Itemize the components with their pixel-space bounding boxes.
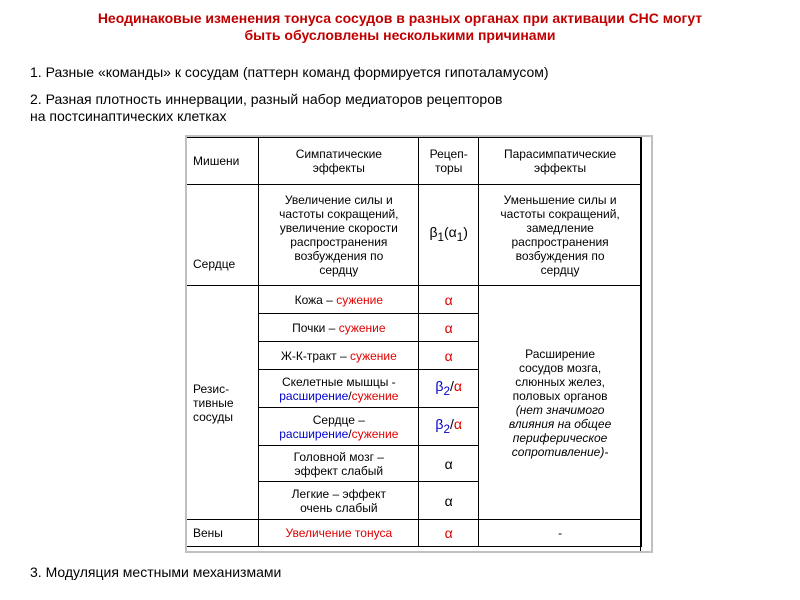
veins-effect: Увеличение тонуса [259,520,419,547]
header-receptors-line-2: торы [435,161,463,175]
heart-para-line: возбуждения по [515,249,605,263]
resistive-para-note-line: периферическое [512,430,608,445]
receptor-beta: β [435,377,444,394]
muscle-receptor [419,370,479,408]
heart-row [187,185,642,286]
receptor-slash: / [449,377,454,394]
header-parasympathetic-line-2: эффекты [534,161,587,175]
gi-organ: Ж-К-тракт – [280,348,350,363]
header-sympathetic [259,138,419,185]
heart-para-line: сердцу [540,263,580,277]
brain-line-1: Головной мозг – [293,449,384,464]
skin-receptor: α [419,286,479,314]
heart-symp-line: распространения [290,235,388,249]
title-line-1: Неодинаковые изменения тонуса сосудов в разных органах при активации СНС могут [97,10,703,26]
header-sympathetic-line-1: Симпатические [295,147,382,161]
coronary-slash: / [348,426,352,441]
receptor-alpha: α [453,415,462,432]
resistive-para-line: Расширение [525,346,596,361]
veins-target: Вены [187,520,259,547]
veins-row [187,520,642,547]
muscle-dilation: расширение [279,388,349,403]
coronary-organ: Сердце – [312,412,365,427]
point-2-line-1: 2. Разная плотность иннервации, разный набор медиаторов рецепторов [30,91,503,107]
resistive-para-line: половых органов [512,388,608,403]
header-receptors [419,138,479,185]
lungs-line-1: Легкие – эффект [291,486,386,501]
heart-para-line: Уменьшение силы и [503,193,617,207]
coronary-effect [259,408,419,446]
muscle-organ: Скелетные мышцы - [281,374,396,389]
gi-constriction: сужение [349,348,397,363]
coronary-dilation: расширение [279,426,349,441]
kidney-receptor: α [419,314,479,342]
resistive-parasympathetic [479,286,642,520]
heart-para-line: распространения [511,235,609,249]
resistive-skin-row [187,286,642,314]
effects-table [185,135,653,553]
lungs-receptor: α [419,482,479,520]
lungs-line-2: очень слабый [300,500,378,515]
brain-effect [259,446,419,482]
heart-sympathetic [259,185,419,286]
receptor-alpha: (α [444,224,457,241]
coronary-constriction: сужение [351,426,399,441]
point-2 [30,91,502,125]
heart-symp-line: увеличение скорости [279,221,398,235]
gi-receptor: α [419,342,479,370]
heart-symp-line: Увеличение силы и [284,193,393,207]
title-line-2: быть обусловлены несколькими причинами [244,27,556,43]
muscle-effect [259,370,419,408]
resistive-target [187,286,259,520]
header-receptors-line-1: Рецеп- [429,147,468,161]
resistive-target-line-2: тивные [193,395,234,410]
header-sympathetic-line-2: эффекты [312,161,365,175]
heart-receptor [419,185,479,286]
resistive-para-note-line: (нет значимого [515,402,605,417]
kidney-organ: Почки – [292,320,339,335]
resistive-target-line-3: сосуды [193,409,234,424]
heart-parasympathetic [479,185,642,286]
resistive-para-note-line: влияния на общее [508,416,612,431]
receptor-paren: ) [463,224,468,241]
header-parasympathetic [479,138,642,185]
header-row [187,138,642,185]
skin-effect [259,286,419,314]
resistive-target-line-1: Резис- [193,381,230,396]
point-2-line-2: на постсинаптических клетках [30,108,227,124]
heart-symp-line: частоты сокращений, [279,207,399,221]
lungs-effect [259,482,419,520]
heart-target: Сердце [187,185,259,286]
kidney-constriction: сужение [338,320,386,335]
muscle-constriction: сужение [351,388,399,403]
veins-parasympathetic: - [479,520,642,547]
receptor-beta: β [435,415,444,432]
gi-effect [259,342,419,370]
receptor-beta-subscript: 2 [443,384,450,398]
heart-symp-line: возбуждения по [294,249,384,263]
receptor-beta-subscript: 1 [437,230,444,244]
heart-para-line: замедление [526,221,594,235]
receptor-slash: / [449,415,454,432]
heart-para-line: частоты сокращений, [500,207,620,221]
coronary-receptor [419,408,479,446]
resistive-para-line: слюнных желез, [515,374,605,389]
point-1: 1. Разные «команды» к сосудам (паттерн команд формируется гипоталамусом) [30,64,549,80]
receptor-alpha-subscript: 1 [456,230,464,244]
receptor-beta-subscript: 2 [443,422,450,436]
veins-receptor: α [419,520,479,547]
point-3: 3. Модуляция местными механизмами [30,564,282,580]
receptor-beta: β [429,224,438,241]
receptor-alpha: α [453,377,462,394]
page-title [0,10,800,44]
header-parasympathetic-line-1: Парасимпатические [503,147,617,161]
resistive-para-note-line: сопротивление)- [511,444,609,459]
muscle-slash: / [348,388,352,403]
skin-organ: Кожа – [294,292,337,307]
header-targets: Мишени [187,138,259,185]
kidney-effect [259,314,419,342]
skin-constriction: сужение [336,292,384,307]
brain-receptor: α [419,446,479,482]
brain-line-2: эффект слабый [294,463,384,478]
heart-symp-line: сердцу [319,263,359,277]
resistive-para-line: сосудов мозга, [518,360,602,375]
